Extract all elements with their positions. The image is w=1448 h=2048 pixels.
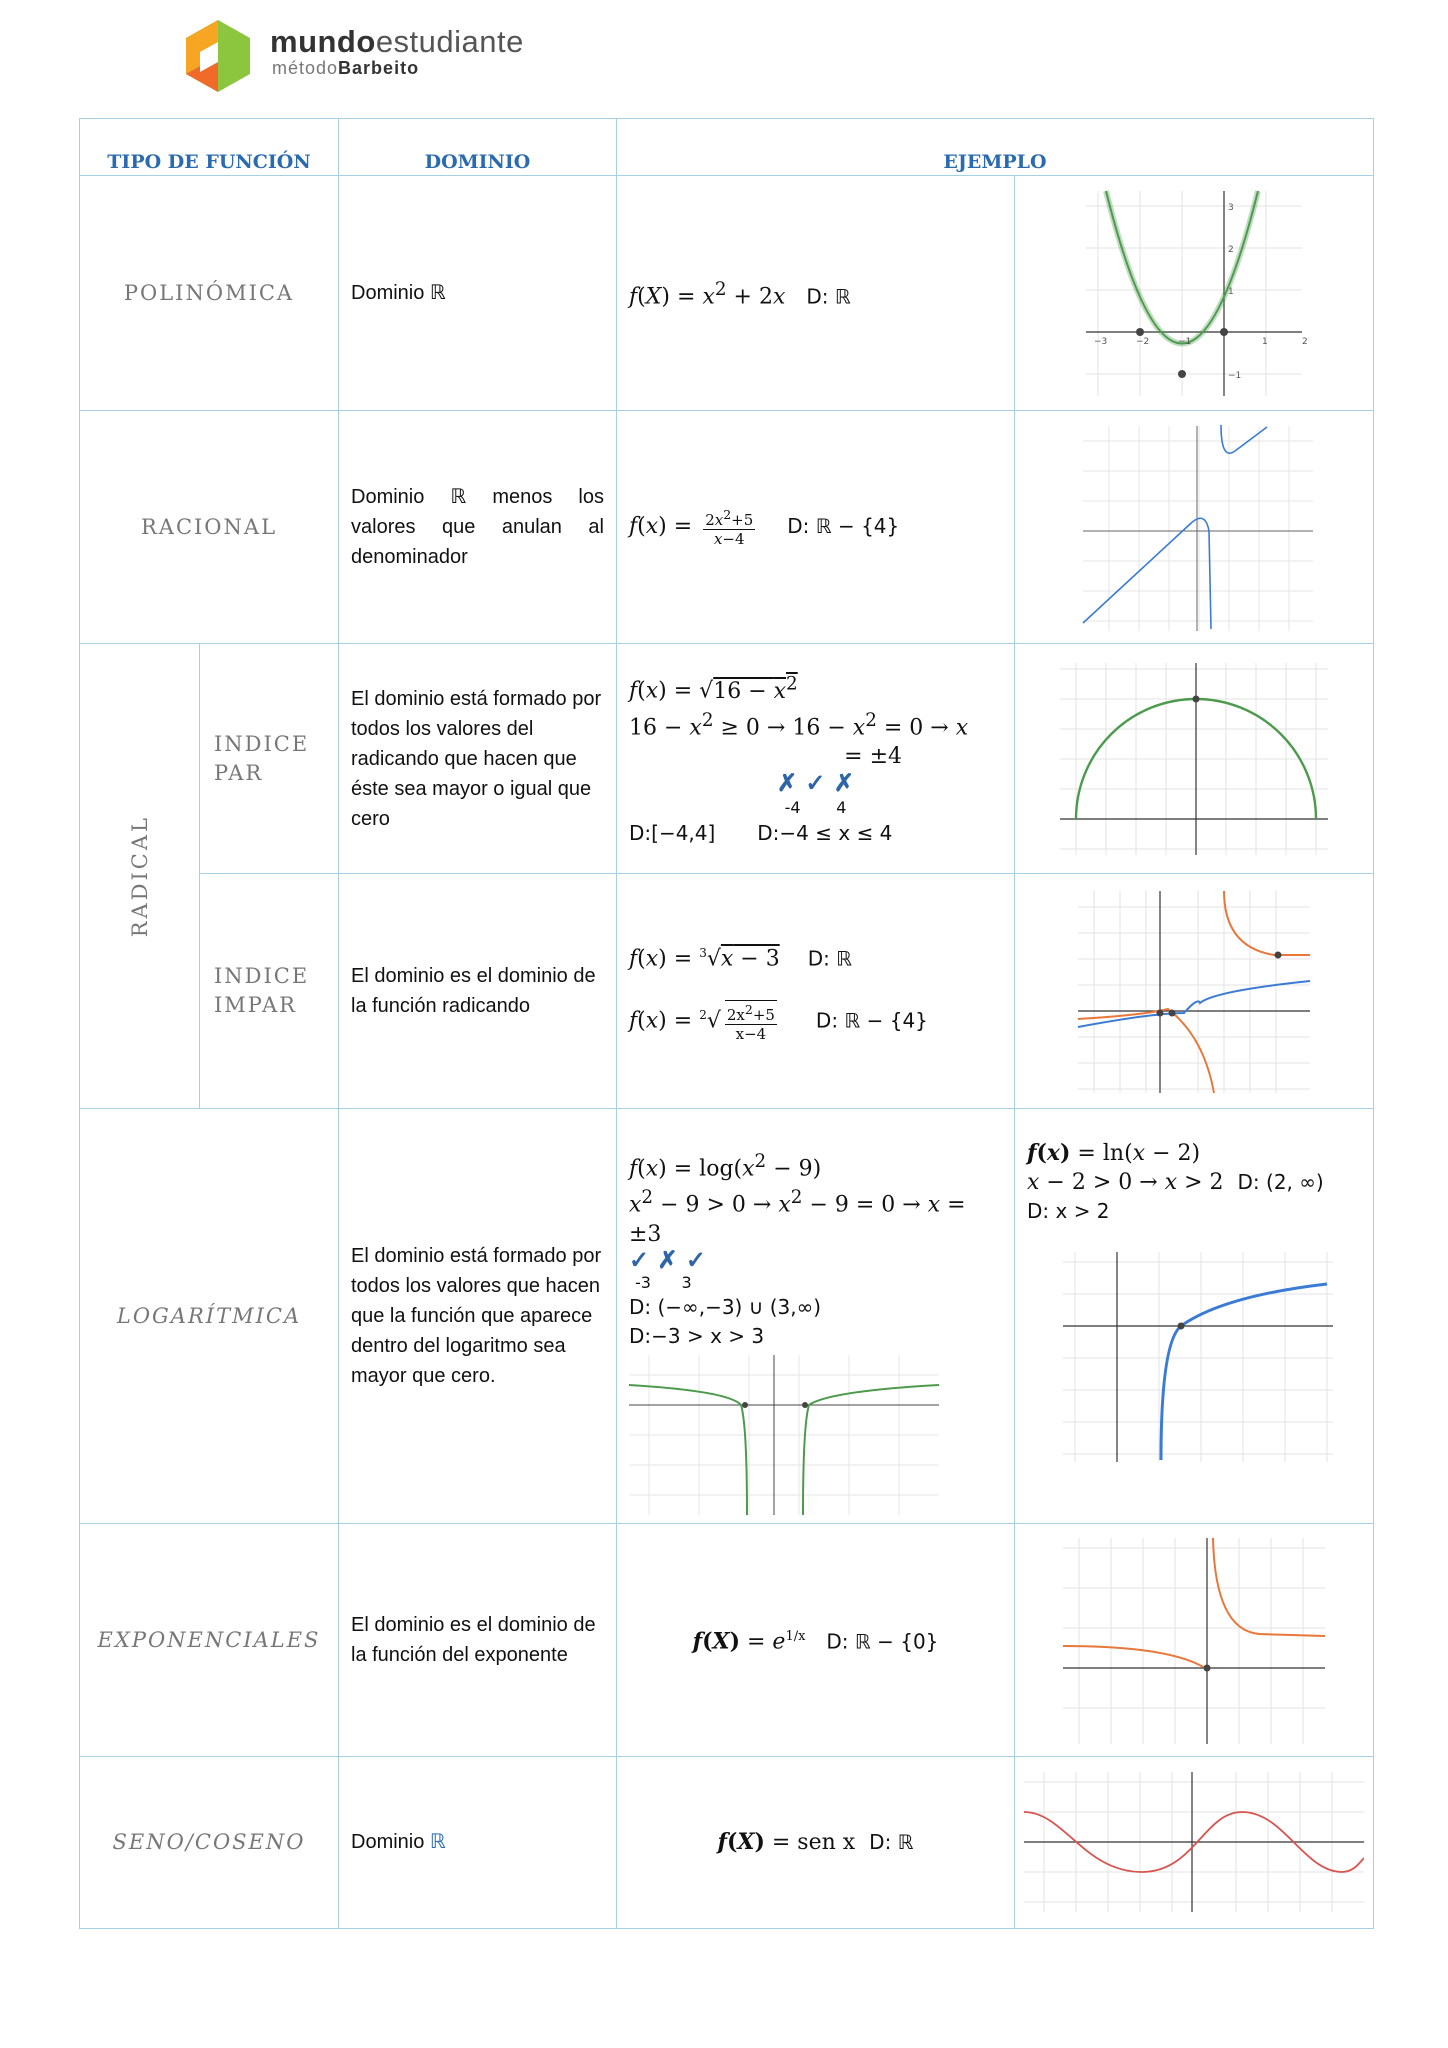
example-polinomica: $f(X) = x^2 + 2x$ D: ℝ <box>617 176 1015 411</box>
type-seno: SENO/COSENO <box>80 1756 339 1928</box>
type-racional: RACIONAL <box>80 411 339 644</box>
ln-domain-interval: D: (2, ∞) <box>1237 1170 1324 1194</box>
exp-domain: D: ℝ − {0} <box>826 1629 939 1654</box>
svg-text:−2: −2 <box>1136 337 1150 347</box>
example-racional: f(x) = $\frac{2x^2+5}{x-4}$ D: ℝ − {4} <box>617 411 1015 644</box>
radical-par-domain-interval: D:[−4,4] <box>629 820 716 845</box>
graph-seno <box>1015 1756 1374 1928</box>
brand-name-rest: estudiante <box>375 24 524 59</box>
function-domain-table <box>79 118 1374 1929</box>
table-row <box>80 644 1374 874</box>
table-row <box>80 874 1374 1109</box>
tick-4: 4 <box>836 797 847 817</box>
type-logaritmica: LOGARÍTMICA <box>80 1109 339 1524</box>
cube-root-graph <box>1074 887 1314 1095</box>
example-radical-impar: f(x) = $^3$√x − 3 D: ℝ f(x) = $^2$√ $\frac{2x^2+5}{x-4}$ D: ℝ − {4} <box>617 874 1015 1109</box>
domain-seno-text: Dominio <box>351 1831 430 1854</box>
semicircle-graph <box>1056 659 1332 859</box>
ln-domain-ineq: D: x > 2 <box>1027 1199 1110 1223</box>
example-seno: f(X) = sen x D: ℝ <box>617 1756 1015 1928</box>
radical-impar-dom1: D: ℝ <box>807 946 853 971</box>
parabola-graph <box>1076 186 1312 400</box>
table-header-row <box>80 119 1374 176</box>
brand-tag-bold: Barbeito <box>338 58 420 78</box>
table-row <box>80 1109 1374 1524</box>
rational-graph <box>1069 421 1319 633</box>
example-logaritmica: $f(x) = \log(x^2 - 9)$ $x^2 - 9 > 0 \to x^2 - 9 = 0 \to x = \pm 3$ ✓ ✗ ✓ -3 3 D: (−∞,−3) ∪ (3,∞) D:−3 > x > 3 <box>617 1109 1015 1524</box>
svg-text:−1: −1 <box>1228 371 1242 381</box>
log-domain-ineq: D:−3 > x > 3 <box>629 1323 765 1348</box>
domain-seno <box>339 1756 617 1928</box>
graph-radical-par <box>1015 644 1374 874</box>
domain-polinomica: Dominio ℝ <box>339 176 617 411</box>
sign-marks-log: ✓ ✗ ✓ <box>629 1244 707 1274</box>
example-radical-par: $f(x) = √16 - x^2$ $16 - x^2 \ge 0 \to 16 - x^2 = 0 \to x$ = ±4 ✗ ✓ ✗ -4 4 D:[−4,4] D:−4 ≤ x ≤ 4 <box>617 644 1015 874</box>
radical-impar-dom2: D: ℝ − {4} <box>815 1008 928 1033</box>
domain-logaritmica: El dominio está formado por todos los valores que hacen que la función que aparece dentro del logaritmo sea mayor que cero. <box>339 1109 617 1524</box>
brand-name-bold: mundo <box>270 24 376 59</box>
brand-wordmark <box>270 26 524 79</box>
seno-domain: D: ℝ <box>869 1829 914 1854</box>
domain-seno-symbol: ℝ <box>429 1831 446 1854</box>
svg-text:3: 3 <box>1228 203 1234 213</box>
svg-text:2: 2 <box>1302 337 1308 347</box>
svg-text:1: 1 <box>1228 287 1234 297</box>
radical-par-domain-ineq: D:−4 ≤ x ≤ 4 <box>757 820 893 845</box>
log-even-graph <box>629 1355 939 1515</box>
ln-graph <box>1063 1252 1333 1462</box>
brand-tag-rest: método <box>272 58 339 78</box>
domain-radical-impar: El dominio es el dominio de la función radicando <box>339 874 617 1109</box>
example-exponenciales: $f(X) = e^{1/x}$ D: ℝ − {0} <box>617 1523 1015 1756</box>
sign-marks-par: ✗ ✓ ✗ <box>776 767 855 797</box>
type-polinomica: POLINÓMICA <box>80 176 339 411</box>
domain-racional: Dominio ℝ menos los valores que anulan al denominador <box>339 411 617 644</box>
header-example: EJEMPLO <box>617 119 1374 176</box>
svg-text:1: 1 <box>1262 337 1268 347</box>
sub-indice-impar: INDICE IMPAR <box>200 874 339 1109</box>
type-radical: RADICAL <box>127 814 152 938</box>
table-row <box>80 1523 1374 1756</box>
svg-text:2: 2 <box>1228 245 1234 255</box>
graph-polinomica <box>1015 176 1374 411</box>
log-domain-union: D: (−∞,−3) ∪ (3,∞) <box>629 1294 822 1319</box>
exp-graph <box>1059 1534 1329 1746</box>
tick-minus3: -3 <box>635 1272 651 1292</box>
tick-3: 3 <box>681 1272 692 1292</box>
svg-text:−3: −3 <box>1094 337 1108 347</box>
header-domain: DOMINIO <box>339 119 617 176</box>
domain-radical-par: El dominio está formado por todos los valores del radicando que hacen que éste sea mayor o igual que cero <box>339 644 617 874</box>
sine-graph <box>1024 1772 1364 1912</box>
table-row <box>80 176 1374 411</box>
header-type: TIPO DE FUNCIÓN <box>80 119 339 176</box>
example-ln: f(x) = ln(x − 2) x − 2 > 0 → x > 2 D: (2, ∞) D: x > 2 <box>1015 1109 1374 1524</box>
domain-exponenciales: El dominio es el dominio de la función del exponente <box>339 1523 617 1756</box>
type-exponenciales: EXPONENCIALES <box>80 1523 339 1756</box>
svg-text:−1: −1 <box>1178 337 1192 347</box>
brand-logo-icon <box>180 18 256 94</box>
example-domain-racional: D: ℝ − {4} <box>787 514 900 538</box>
graph-exponenciales <box>1015 1523 1374 1756</box>
graph-radical-impar <box>1015 874 1374 1109</box>
sub-indice-par: INDICE PAR <box>200 644 339 874</box>
tick-minus4: -4 <box>784 797 801 817</box>
table-row <box>80 411 1374 644</box>
table-row <box>80 1756 1374 1928</box>
graph-racional <box>1015 411 1374 644</box>
example-domain-polinomica: D: ℝ <box>806 284 851 309</box>
type-radical-cell <box>80 644 200 1109</box>
